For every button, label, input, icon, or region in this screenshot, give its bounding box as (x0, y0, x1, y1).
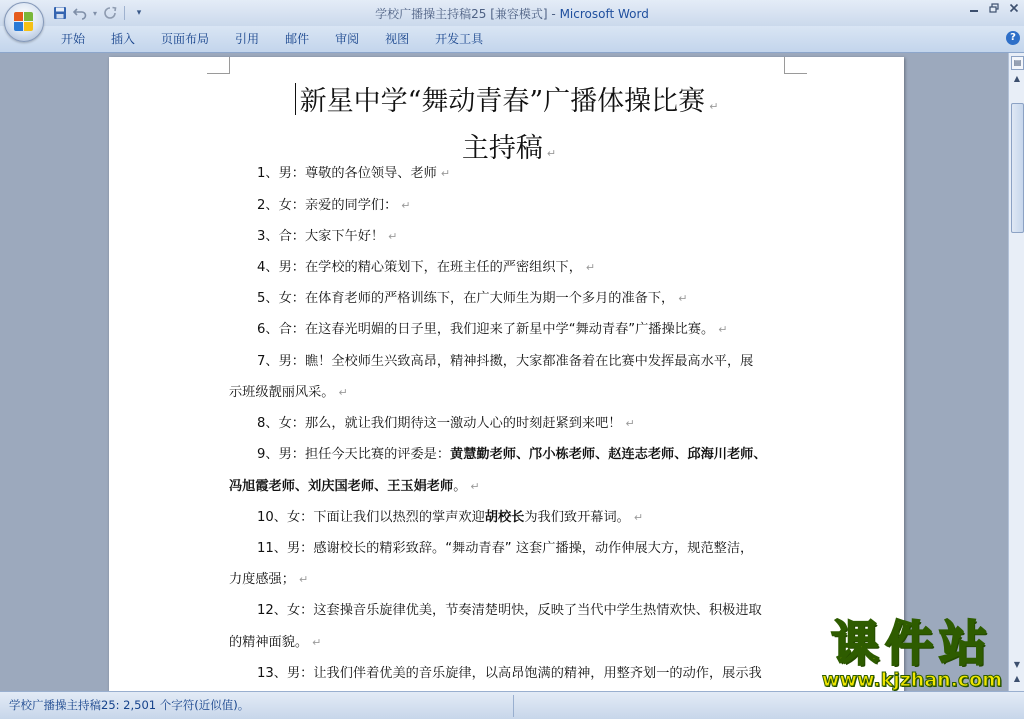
paragraph-mark: ↵ (709, 100, 719, 113)
app-name: Microsoft Word (559, 7, 649, 21)
document-name: 学校广播操主持稿25 [兼容模式] (375, 7, 548, 21)
document-title (269, 81, 749, 175)
tab-review[interactable]: 审阅 (335, 32, 360, 46)
scroll-down-icon[interactable]: ▼ (1013, 660, 1021, 669)
window-title (0, 5, 1024, 22)
minimize-icon[interactable] (968, 3, 980, 15)
doc-line-3: 3、合：大家下午好！ ↵ (257, 229, 398, 244)
restore-icon[interactable] (988, 3, 1000, 15)
doc-line-10: 10、女：下面让我们以热烈的掌声欢迎胡校长为我们致开幕词。 ↵ (257, 510, 644, 525)
scroll-up-icon[interactable]: ▲ (1013, 74, 1021, 83)
doc-line-4: 4、男：在学校的精心策划下，在班主任的严密组织下， ↵ (257, 260, 596, 275)
tab-view[interactable]: 视图 (385, 32, 410, 46)
title-line-2: 主持稿 (461, 133, 543, 164)
office-logo-icon (14, 12, 34, 32)
vertical-scrollbar[interactable] (1008, 53, 1024, 691)
title-bar (0, 0, 1024, 26)
doc-line-12: 12、女：这套操音乐旋律优美，节奏清楚明快，反映了当代中学生热情欢快、积极进取 (257, 603, 762, 618)
doc-line-5: 5、女：在体育老师的严格训练下，在广大师生为期一个多月的准备下， ↵ (257, 291, 688, 306)
ribbon-tabs (48, 31, 496, 47)
doc-line-12-cont: 的精神面貌。 ↵ (229, 635, 322, 650)
undo-dropdown-icon[interactable]: ▾ (92, 8, 97, 18)
tab-page-layout[interactable]: 页面布局 (161, 32, 210, 46)
tab-mailings[interactable]: 邮件 (285, 32, 310, 46)
doc-line-7: 7、男：瞧！全校师生兴致高昂，精神抖擞，大家都准备着在比赛中发挥最高水平，展 (257, 354, 754, 369)
scroll-thumb[interactable] (1011, 103, 1024, 233)
status-word-count[interactable]: 学校广播操主持稿25: 2,501 个字符(近似值)。 (9, 698, 250, 712)
doc-line-13: 13、男：让我们伴着优美的音乐旋律，以高昂饱满的精神，用整齐划一的动作，展示我 (257, 666, 762, 681)
status-divider (513, 695, 514, 717)
customize-qat-icon[interactable]: ▾ (136, 8, 142, 18)
status-bar (0, 691, 1024, 719)
crop-mark-top-right (784, 57, 807, 74)
doc-line-2: 2、女：亲爱的同学们： ↵ (257, 198, 411, 213)
watermark-url: www.kjzhan.com (821, 669, 1002, 691)
watermark-title: 课件站 (830, 616, 993, 672)
tab-insert[interactable]: 插入 (111, 32, 136, 46)
doc-line-8: 8、女：那么，就让我们期待这一激动人心的时刻赶紧到来吧！ ↵ (257, 416, 635, 431)
window-controls (968, 3, 1020, 15)
help-icon[interactable]: ? (1006, 31, 1020, 45)
tab-references[interactable]: 引用 (235, 32, 260, 46)
doc-line-9-cont: 冯旭霞老师、刘庆国老师、王玉娟老师。 ↵ (229, 479, 480, 494)
close-icon[interactable] (1008, 3, 1020, 15)
document-page[interactable] (109, 57, 904, 691)
title-line-1: 新星中学“舞动青春”广播体操比赛 (299, 86, 706, 117)
doc-line-9: 9、男：担任今天比赛的评委是：黄慧勤老师、邝小栋老师、赵连志老师、邱海川老师、 (257, 447, 767, 462)
tab-home[interactable]: 开始 (61, 32, 86, 46)
title-separator: - (547, 7, 560, 21)
doc-line-11: 11、男：感谢校长的精彩致辞。“舞动青春” 这套广播操，动作伸展大方，规范整洁， (257, 541, 754, 556)
doc-line-1: 1、男：尊敬的各位领导、老师 ↵ (257, 166, 451, 181)
view-ruler-icon[interactable]: ▤ (1011, 56, 1024, 70)
tab-developer[interactable]: 开发工具 (435, 32, 484, 46)
paragraph-mark: ↵ (546, 147, 557, 160)
ribbon (0, 26, 1024, 53)
doc-line-7-cont: 示班级靓丽风采。 ↵ (229, 385, 348, 400)
doc-line-11-cont: 力度感强； ↵ (229, 572, 309, 587)
document-area[interactable] (0, 53, 1008, 691)
watermark-logo (822, 618, 1002, 690)
crop-mark-top-left (207, 57, 230, 74)
previous-page-icon[interactable]: ▲ (1013, 674, 1021, 683)
office-button[interactable] (4, 2, 44, 42)
doc-line-6: 6、合：在这春光明媚的日子里，我们迎来了新星中学“舞动青春”广播操比赛。 ↵ (257, 322, 728, 337)
